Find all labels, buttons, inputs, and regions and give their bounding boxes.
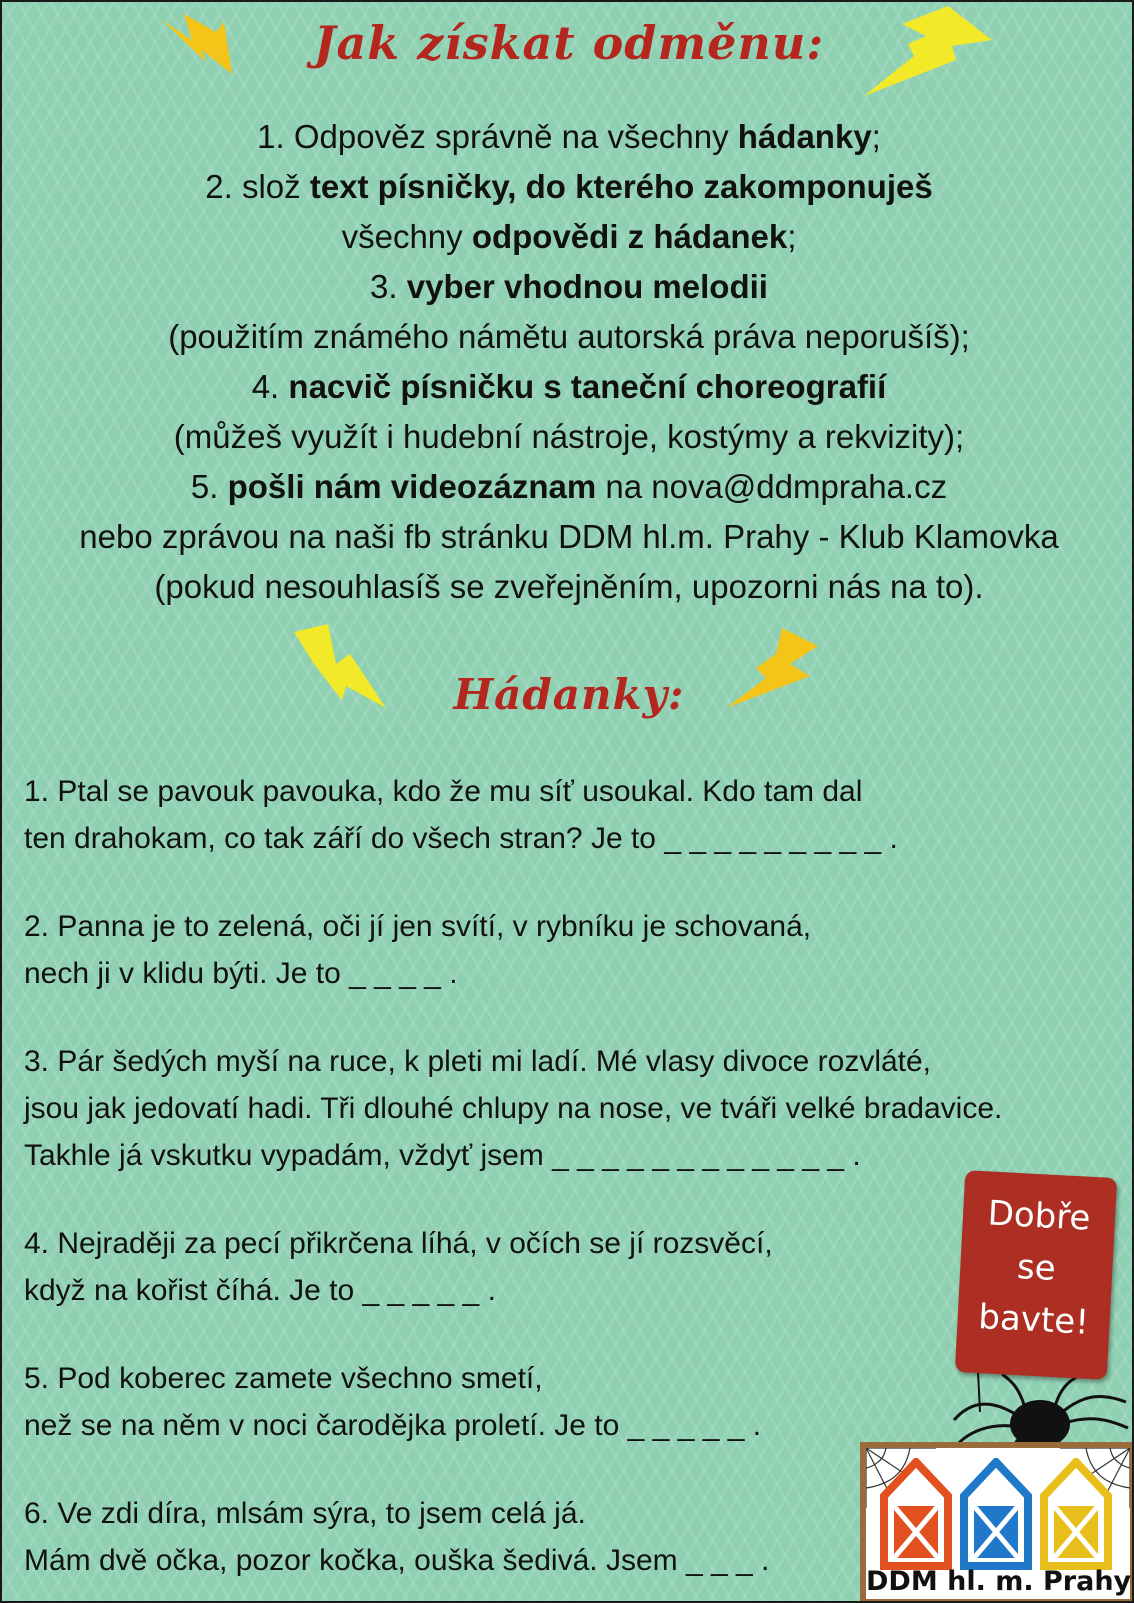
instruction-bold-text: odpovědi z hádanek	[471, 218, 788, 255]
riddle-line: 2. Panna je to zelená, oči jí jen svítí, v rybníku je schovaná,	[24, 910, 812, 943]
have-fun-badge	[955, 1170, 1117, 1380]
riddle-line: když na kořist číhá. Je to _ _ _ _ _ .	[24, 1274, 496, 1307]
instruction-bold-text: vyber vhodnou melodii	[406, 268, 768, 305]
instruction-text: 5.	[190, 468, 228, 505]
ddm-logo	[860, 1442, 1134, 1603]
riddle-item	[24, 768, 1124, 862]
riddle-item	[24, 903, 1124, 997]
instruction-text: na nova@ddmpraha.cz	[596, 468, 948, 505]
instruction-text: nebo zprávou na naši fb stránku DDM hl.m. Prahy - Klub Klamovka	[79, 518, 1059, 555]
instruction-text: 4.	[251, 368, 289, 405]
logo-text: DDM hl. m. Prahy	[866, 1566, 1132, 1597]
instruction-text: (použitím známého námětu autorská práva neporušíš);	[168, 318, 970, 355]
riddle-line: 1. Ptal se pavouk pavouka, kdo že mu síť usoukal. Kdo tam dal	[24, 775, 863, 808]
instruction-text: (můžeš využít i hudební nástroje, kostýmy a rekvizity);	[173, 418, 965, 455]
badge-line: bavte!	[977, 1297, 1090, 1343]
instruction-bold-text: nacvič písničku s taneční choreografií	[288, 368, 887, 405]
riddle-line: než se na něm v noci čarodějka proletí. Je to _ _ _ _ _ .	[24, 1409, 762, 1442]
instruction-line	[2, 212, 1134, 262]
instruction-text: všechny	[341, 218, 472, 255]
badge-line: Dobře	[986, 1193, 1092, 1239]
page-title: Jak získat odměnu:	[313, 16, 825, 70]
riddle-line: jsou jak jedovatí hadi. Tři dlouhé chlupy na nose, ve tváři velké bradavice.	[24, 1092, 1003, 1125]
instruction-text: 2. slož	[205, 168, 310, 205]
riddles-heading: Hádanky:	[453, 670, 685, 719]
riddle-line: 5. Pod koberec zamete všechno smetí,	[24, 1362, 543, 1395]
instruction-text: (pokud nesouhlasíš se zveřejněním, upozorni nás na to).	[154, 568, 984, 605]
houses-logo-icon	[878, 1458, 1118, 1570]
riddle-line: 4. Nejraději za pecí přikrčena líhá, v očích se jí rozsvěcí,	[24, 1227, 773, 1260]
instruction-text: ;	[871, 118, 881, 155]
instruction-line	[2, 312, 1134, 362]
instruction-line	[2, 462, 1134, 512]
badge-line: se	[1016, 1247, 1057, 1289]
riddle-line: ten drahokam, co tak září do všech stran? Je to _ _ _ _ _ _ _ _ _ .	[24, 822, 898, 855]
instruction-text: ;	[787, 218, 797, 255]
instruction-line	[2, 362, 1134, 412]
instruction-line	[2, 162, 1134, 212]
instructions-list	[2, 112, 1134, 612]
instruction-bold-text: text písničky, do kterého zakomponuješ	[309, 168, 933, 205]
riddle-line: Takhle já vskutku vypadám, vždyť jsem _ _ _ _ _ _ _ _ _ _ _ _ .	[24, 1139, 861, 1172]
riddle-line: 6. Ve zdi díra, mlsám sýra, to jsem celá já.	[24, 1497, 586, 1530]
instruction-line	[2, 562, 1134, 612]
instruction-line	[2, 112, 1134, 162]
riddle-line: 3. Pár šedých myší na ruce, k pleti mi ladí. Mé vlasy divoce rozvláté,	[24, 1045, 932, 1078]
instruction-text: 1. Odpověz správně na všechny	[257, 118, 738, 155]
instruction-line	[2, 262, 1134, 312]
riddle-line: Mám dvě očka, pozor kočka, ouška šedivá. Jsem _ _ _ .	[24, 1544, 770, 1577]
instruction-bold-text: pošli nám videozáznam	[227, 468, 597, 505]
instruction-line	[2, 412, 1134, 462]
instruction-bold-text: hádanky	[737, 118, 872, 155]
riddle-item	[24, 1038, 1124, 1179]
instruction-line	[2, 512, 1134, 562]
riddle-line: nech ji v klidu býti. Je to _ _ _ _ .	[24, 957, 458, 990]
instruction-text: 3.	[370, 268, 407, 305]
